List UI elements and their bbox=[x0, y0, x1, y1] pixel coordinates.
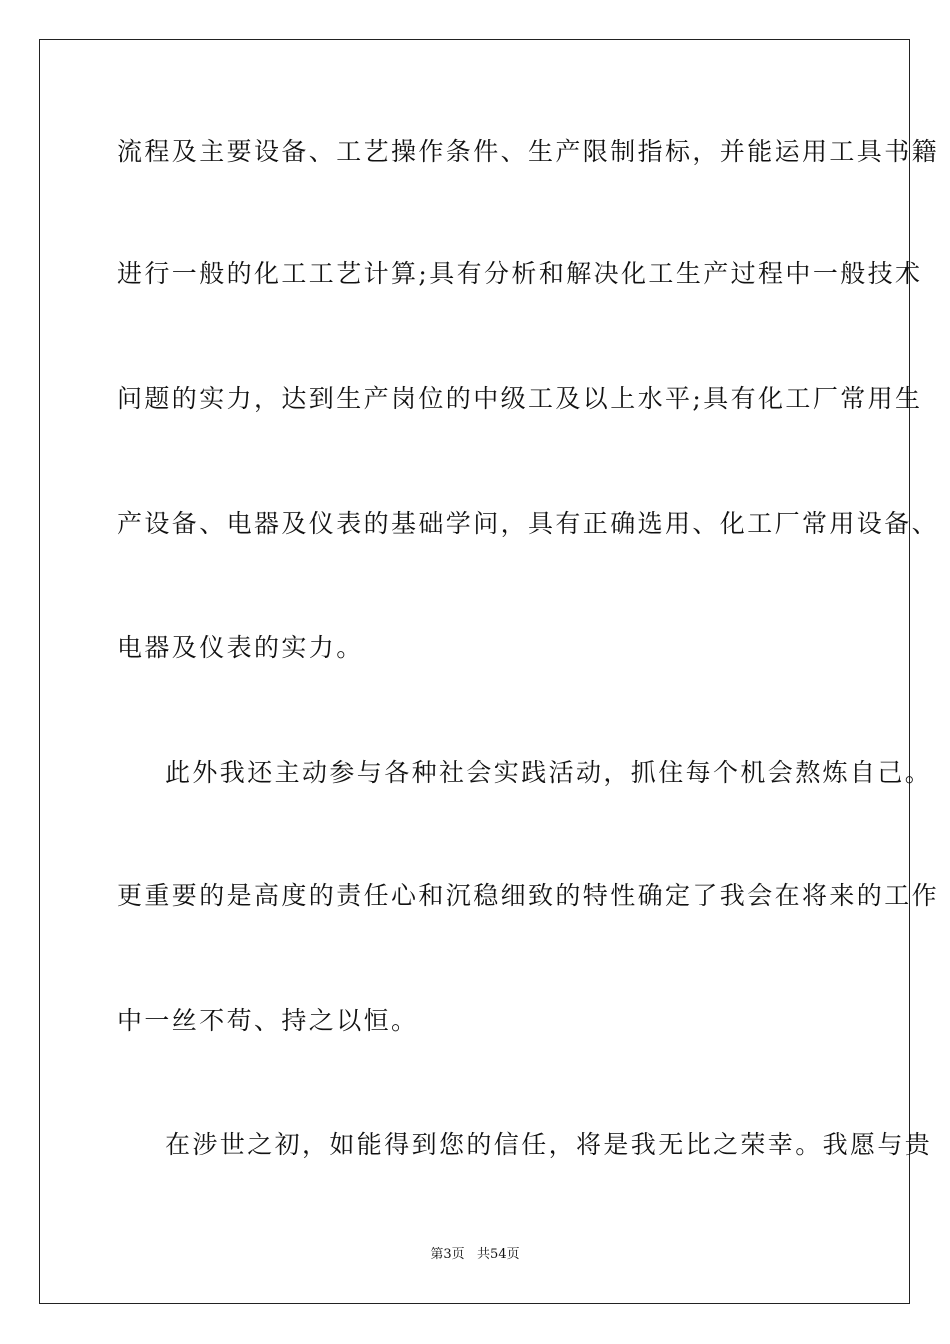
text-line: 流程及主要设备、工艺操作条件、生产限制指标，并能运用工具书籍 bbox=[117, 137, 940, 166]
text-line: 进行一般的化工工艺计算;具有分析和解决化工生产过程中一般技术 bbox=[117, 259, 923, 288]
page-border bbox=[39, 39, 910, 1304]
text-line: 电器及仪表的实力。 bbox=[117, 633, 364, 662]
text-line: 中一丝不苟、持之以恒。 bbox=[117, 1006, 419, 1035]
text-line: 更重要的是高度的责任心和沉稳细致的特性确定了我会在将来的工作 bbox=[117, 881, 940, 910]
text-line: 产设备、电器及仪表的基础学问，具有正确选用、化工厂常用设备、 bbox=[117, 509, 940, 538]
page-number-footer: 第3页 共54页 bbox=[430, 1247, 520, 1262]
paragraph-start-line: 在涉世之初，如能得到您的信任，将是我无比之荣幸。我愿与贵 bbox=[165, 1130, 933, 1159]
paragraph-start-line: 此外我还主动参与各种社会实践活动，抓住每个机会熬炼自己。 bbox=[165, 758, 933, 787]
text-line: 问题的实力，达到生产岗位的中级工及以上水平;具有化工厂常用生 bbox=[117, 384, 923, 413]
